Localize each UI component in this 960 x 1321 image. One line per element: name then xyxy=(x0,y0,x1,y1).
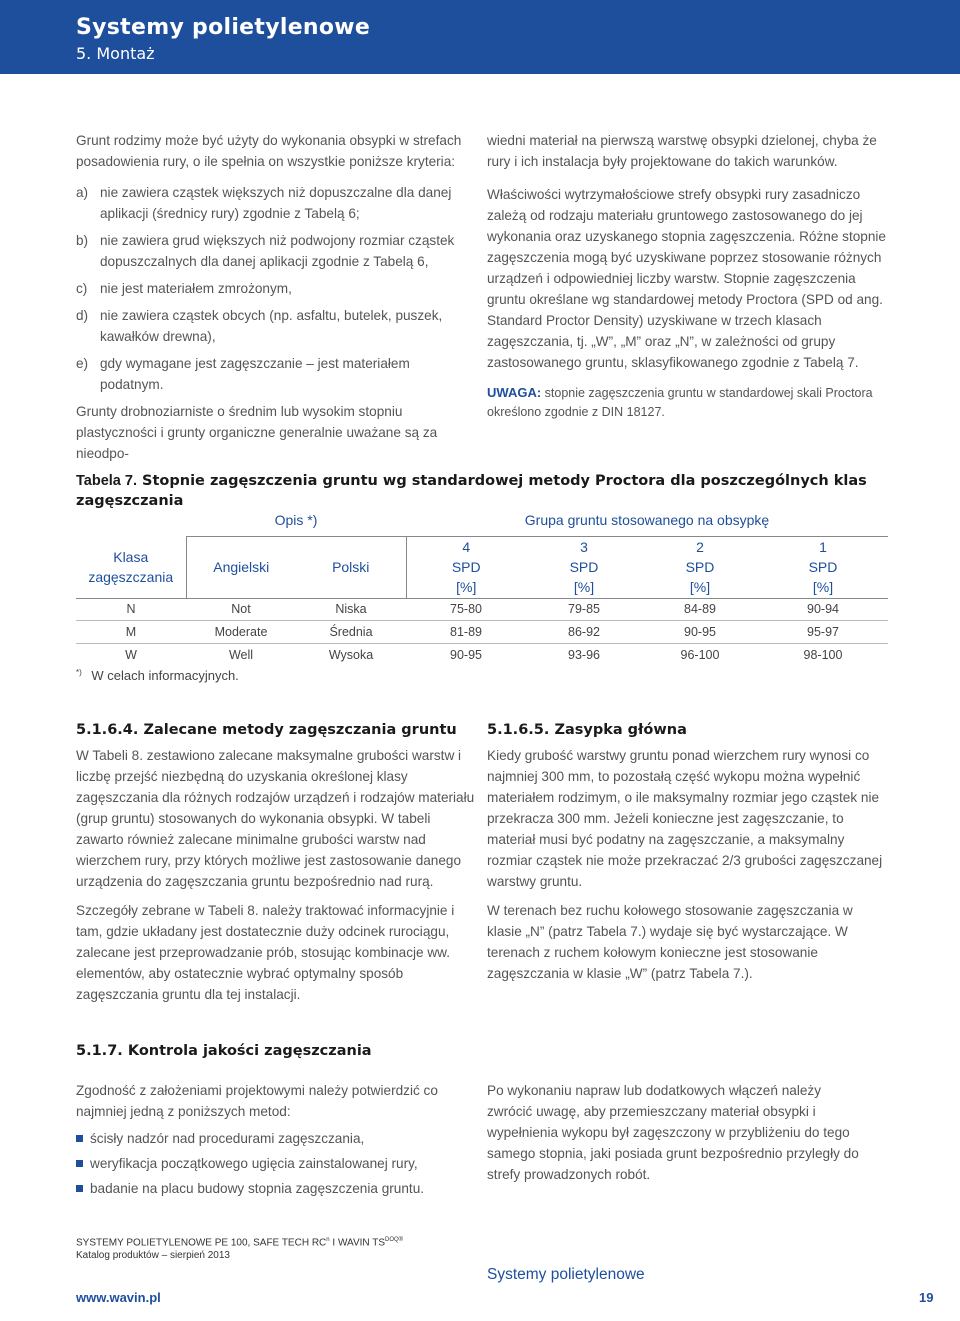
cell-value: 75-80 xyxy=(406,598,526,620)
group-pct: [%] xyxy=(689,579,711,595)
group-opis-header: Opis *) xyxy=(186,512,406,536)
cell-value: 90-95 xyxy=(642,620,758,643)
section-517-title: 5.1.7. Kontrola jakości zagęszczania xyxy=(76,1043,372,1059)
group-unit: SPD xyxy=(451,559,481,575)
table-7-heading xyxy=(76,471,896,511)
cell-angielski: Not xyxy=(186,598,296,620)
group-grunt-header: Grupa gruntu stosowanego na obsypkę xyxy=(406,512,888,536)
criteria-list xyxy=(76,182,476,395)
bullet-text: ścisły nadzór nad procedurami zagęszczania, xyxy=(90,1131,365,1146)
cell-angielski: Well xyxy=(228,647,254,662)
note-label: UWAGA: xyxy=(487,385,542,400)
section-5164 xyxy=(76,720,476,1011)
footer-sup: DOQ® xyxy=(385,1237,404,1243)
header-subtitle: 5. Montaż xyxy=(76,44,155,63)
table-7 xyxy=(76,512,888,666)
cell-klasa: W xyxy=(125,647,137,662)
list-text: nie jest materiałem zmrożonym, xyxy=(100,281,292,296)
list-text: nie zawiera grud większych niż podwojony rozmiar cząstek dopuszczalnych dla danej aplikacji zgodnie z Tabelą 6, xyxy=(100,233,455,269)
cell-value: 90-94 xyxy=(758,598,888,620)
note xyxy=(487,383,887,422)
cell-polski: Średnia xyxy=(296,620,406,643)
left-intro: Grunt rodzimy może być użyty do wykonania obsypki w strefach posadowienia rury, o ile spełnia on wszystkie poniższe kryteria: xyxy=(76,133,462,169)
footer-text: SYSTEMY POLIETYLENOWE PE 100, SAFE TECH RC xyxy=(76,1237,327,1249)
section-5165 xyxy=(487,720,887,990)
list-item xyxy=(76,182,476,224)
page-header xyxy=(0,0,960,74)
cell-value: 84-89 xyxy=(642,598,758,620)
list-text: nie zawiera cząstek obcych (np. asfaltu, butelek, puszek, kawałków drewna), xyxy=(100,308,443,344)
left-paragraph-2: Grunty drobnoziarniste o średnim lub wysokim stopniu plastyczności i grunty organiczne generalnie uważane są za nieodpo- xyxy=(76,404,438,461)
group-number: 1 xyxy=(819,539,827,555)
right-column-top xyxy=(487,130,887,422)
footnote-text: W celach informacyjnych. xyxy=(91,668,239,684)
header-title: Systemy polietylenowe xyxy=(76,15,371,40)
table-title: Stopnie zagęszczenia gruntu wg standardowej metody Proctora dla poszczególnych klas zagęszczania xyxy=(76,473,867,509)
table-row xyxy=(76,643,888,666)
cell-value: 81-89 xyxy=(406,620,526,643)
footer-text: I WAVIN TS xyxy=(329,1237,385,1249)
cell-value: 90-95 xyxy=(450,647,482,662)
cell-klasa: N xyxy=(76,598,186,620)
bullet-square-icon xyxy=(76,1160,83,1167)
list-item xyxy=(76,1128,476,1149)
cell-polski: Niska xyxy=(296,598,406,620)
group-number: 4 xyxy=(462,539,471,555)
section-517-right xyxy=(487,1080,867,1191)
list-item xyxy=(76,305,476,347)
list-text: gdy wymagane jest zagęszczanie – jest materiałem podatnym. xyxy=(100,356,410,392)
section-intro: Zgodność z założeniami projektowymi należy potwierdzić co najmniej jedną z poniższych metod: xyxy=(76,1083,438,1119)
left-column-top xyxy=(76,130,476,470)
list-marker: c) xyxy=(76,281,88,296)
list-item xyxy=(76,278,476,299)
section-517-left xyxy=(76,1080,476,1203)
group-unit: SPD xyxy=(685,559,715,575)
bullet-square-icon xyxy=(76,1135,83,1142)
group-pct: [%] xyxy=(456,579,477,595)
cell-value: 86-92 xyxy=(526,620,642,643)
footer-title: Systemy polietylenowe xyxy=(487,1266,645,1283)
col-klasa-header: Klasa zagęszczania xyxy=(76,536,186,598)
section-paragraph: Po wykonaniu napraw lub dodatkowych włączeń należy zwrócić uwagę, aby przemieszczany materiał obsypki i wypełnienia wykopu był zagęszczony w przybliżeniu do tego samego stopnia, jaki posiada grunt bezpośrednio przyległy do strefy prowadzonych robót. xyxy=(487,1083,859,1182)
footer-date-line: Katalog produktów – sierpień 2013 xyxy=(76,1250,230,1261)
cell-polski: Wysoka xyxy=(328,647,374,662)
list-text: nie zawiera cząstek większych niż dopuszczalne dla danej aplikacji (średnicy rury) zgodnie z Tabelą 6; xyxy=(100,185,452,221)
section-title: 5.1.6.5. Zasypka główna xyxy=(487,722,687,738)
group-number: 2 xyxy=(696,539,704,555)
list-marker: b) xyxy=(76,233,89,248)
footnote-mark: *) xyxy=(76,668,82,677)
group-pct: [%] xyxy=(812,579,834,595)
table-group-header-row xyxy=(76,512,888,536)
col-group-2-header xyxy=(642,536,758,598)
table-footnote xyxy=(76,668,239,683)
list-marker: e) xyxy=(76,356,89,371)
cell-klasa: M xyxy=(76,620,186,643)
group-unit: SPD xyxy=(569,559,599,575)
section-paragraph: W terenach bez ruchu kołowego stosowanie zagęszczania w klasie „N” (patrz Tabela 7.) wydaje się być wystarczające. W terenach z ruchem kołowym konieczne jest stosowanie zagęszczania w klasie „W” (patrz Tabela 7.). xyxy=(487,903,853,981)
table-label: Tabela 7. xyxy=(76,473,137,489)
group-pct: [%] xyxy=(573,579,595,595)
list-item xyxy=(76,1178,476,1199)
col-group-1-header xyxy=(758,536,888,598)
note-text: stopnie zagęszczenia gruntu w standardowej skali Proctora określono zgodnie z DIN 18127. xyxy=(487,386,873,419)
section-paragraph: Szczegóły zebrane w Tabeli 8. należy traktować informacyjnie i tam, gdzie układany jest dostatecznie duży odcinek rurociągu, zalecane jest przeprowadzanie prób, stosując kombinacje ww. elementów, aby ostatecznie wybrać optymalny sposób zagęszczania gruntu dla tej instalacji. xyxy=(76,903,455,1002)
cell-value: 79-85 xyxy=(526,598,642,620)
footer-sup: n xyxy=(326,1237,330,1243)
right-paragraph-1: wiedni materiał na pierwszą warstwę obsypki dzielonej, chyba że rury i ich instalacja były projektowane do takich warunków. xyxy=(487,133,877,169)
cell-value: 95-97 xyxy=(758,620,888,643)
group-number: 3 xyxy=(580,539,588,555)
footer-catalog-line xyxy=(76,1237,403,1248)
bullet-text: weryfikacja początkowego ugięcia zainstalowanej rury, xyxy=(90,1156,418,1171)
col-group-3-header xyxy=(526,536,642,598)
table-column-header-row xyxy=(76,536,888,598)
bullet-square-icon xyxy=(76,1185,83,1192)
list-item xyxy=(76,353,476,395)
bullet-text: badanie na placu budowy stopnia zagęszczenia gruntu. xyxy=(90,1181,425,1196)
cell-value: 98-100 xyxy=(803,647,843,662)
section-paragraph: W Tabeli 8. zestawiono zalecane maksymalne grubości warstw i liczbę przejść niezbędną do uzyskania określonej klasy zagęszczania dla różnych rodzajów urządzeń i rodzajów materiału (grup gruntu) stosowanych do wykonania obsypki. W tabeli zawarto również zalecane minimalne grubości warstw nad wierzchem rury, przy których możliwe jest zastosowanie danego urządzenia do zagęszczania gruntu bezpośrednio nad rurą. xyxy=(76,748,475,889)
col-group-4-header xyxy=(406,536,526,598)
cell-angielski: Moderate xyxy=(186,620,296,643)
footer-url-link[interactable]: www.wavin.pl xyxy=(76,1290,161,1305)
page-number: 19 xyxy=(919,1290,934,1305)
list-marker: d) xyxy=(76,308,89,323)
list-item xyxy=(76,1153,476,1174)
list-marker: a) xyxy=(76,185,89,200)
section-title: 5.1.6.4. Zalecane metody zagęszczania gruntu xyxy=(76,722,457,738)
col-polski-header: Polski xyxy=(296,536,406,598)
cell-value: 93-96 xyxy=(568,647,600,662)
group-unit: SPD xyxy=(808,559,838,575)
list-item xyxy=(76,230,476,272)
cell-value: 96-100 xyxy=(680,647,720,662)
right-paragraph-2: Właściwości wytrzymałościowe strefy obsypki rury zasadniczo zależą od rodzaju materiału gruntowego zastosowanego do jej wykonania oraz uzyskanego stopnia zagęszczenia. Różne stopnie zagęszczenia mogą być uzyskiwane poprzez stosowanie różnych urządzeń i odpowiedniej liczby warstw. Stopnie zagęszczenia gruntu określane wg standardowej metody Proctora (SPD od ang. Standard Proctor Density) uzyskiwane w trzech klasach zagęszczania, tj. „W”, „M” oraz „N”, w zależności od grupy zastosowanego gruntu, sklasyfikowanego zgodnie z Tabelą 7. xyxy=(487,187,886,370)
col-angielski-header: Angielski xyxy=(186,536,296,598)
section-paragraph: Kiedy grubość warstwy gruntu ponad wierzchem rury wynosi co najmniej 300 mm, to pozostałą część wykopu można wypełnić materiałem rodzimym, o ile maksymalny rozmiar jego cząstek nie przekracza 300 mm. Jeżeli konieczne jest zagęszczanie, to materiał musi być podatny na zagęszczanie, a maksymalny rozmiar cząstek nie może przekraczać 2/3 grubości zagęszczanej warstwy gruntu. xyxy=(487,748,883,889)
table-row xyxy=(76,598,888,620)
table-row xyxy=(76,620,888,643)
